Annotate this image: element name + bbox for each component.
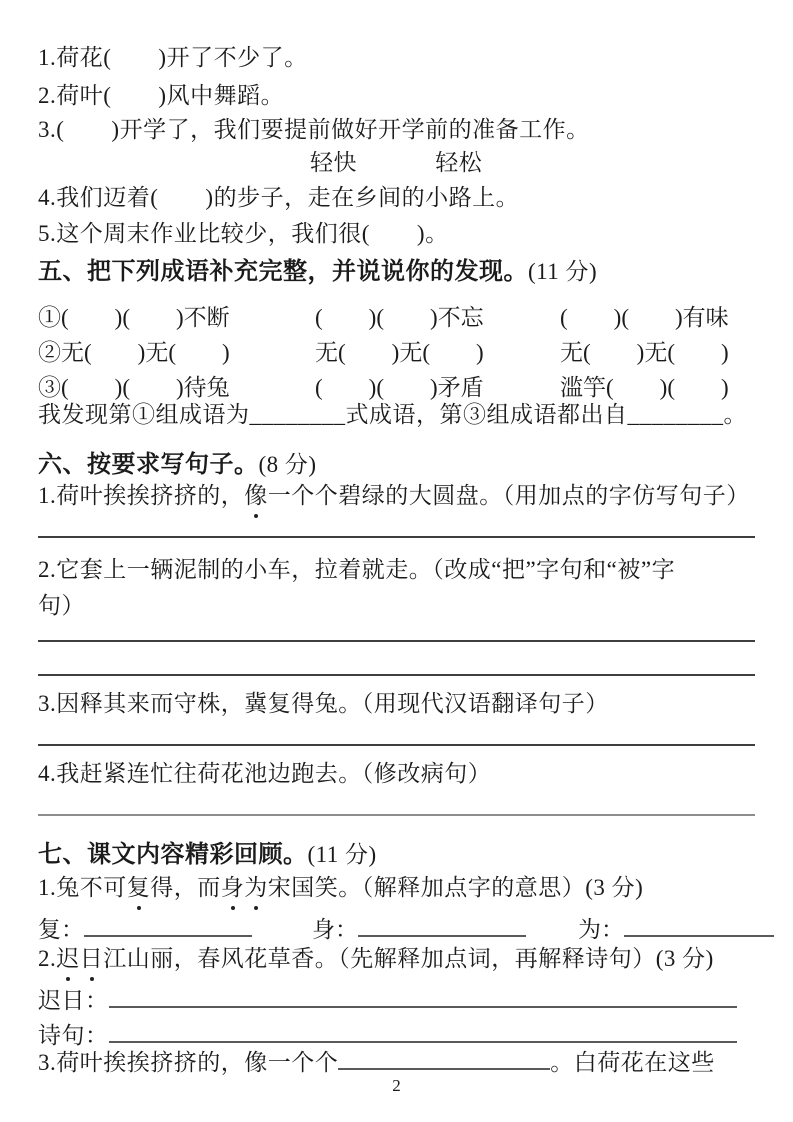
answer-label-group — [312, 911, 526, 944]
idiom-cell: ②无( )无( ) — [38, 340, 230, 365]
idiom-cell: 滥竽( )( ) — [560, 375, 729, 400]
idiom-cell: 无( )无( ) — [315, 340, 484, 365]
answer-blank — [109, 1017, 737, 1043]
recall-q2-answer-row-1 — [38, 982, 737, 1016]
sentence-question-4: 4.我赶紧连忙往荷花池边跑去。（修改病句） — [38, 761, 492, 786]
section-6-score: (8 分) — [258, 452, 317, 477]
section-7-score: (11 分) — [307, 842, 377, 867]
answer-label-group — [578, 911, 774, 944]
question-text: 得，而 — [150, 875, 221, 900]
word-bank-item: 轻快 — [310, 150, 357, 175]
section-5-heading — [38, 257, 597, 287]
answer-line — [38, 744, 755, 746]
idiom-cell: 无( )无( ) — [560, 340, 729, 365]
answer-line — [38, 814, 755, 816]
question-text: 宋国笑。（解释加点字的意思）(3 分) — [267, 875, 644, 900]
emphasized-char: 日 — [80, 945, 104, 974]
emphasized-char: 复 — [127, 874, 151, 903]
question-text: 1.兔不可 — [38, 875, 127, 900]
answer-label: 为： — [578, 917, 624, 943]
sentence-question-2: 2.它套上一辆泥制的小车，拉着就走。（改成“把”字句和“被”字 — [38, 557, 676, 582]
section-6-title: 六、按要求写句子。 — [38, 451, 259, 478]
recall-question-2 — [38, 945, 714, 974]
answer-blank — [358, 911, 526, 937]
idiom-discovery: 我发现第①组成语为________式成语，第③组成语都出自________。 — [38, 402, 747, 427]
answer-label: 诗句： — [38, 1023, 109, 1049]
section-7-title: 七、课文内容精彩回顾。 — [38, 841, 308, 868]
word-bank — [310, 149, 482, 178]
section-7-heading — [38, 840, 377, 870]
answer-blank — [84, 911, 252, 937]
fill-question-3: 3.( )开学了，我们要提前做好开学前的准备工作。 — [38, 117, 590, 142]
answer-label: 复： — [38, 917, 84, 943]
answer-blank — [624, 911, 774, 937]
section-5-score: (11 分) — [528, 259, 598, 284]
idiom-cell: ③( )( )待兔 — [38, 375, 230, 400]
recall-question-3 — [38, 1044, 715, 1078]
idiom-cell: ( )( )不忘 — [315, 305, 484, 330]
idiom-cell: ( )( )矛盾 — [315, 375, 484, 400]
question-text: 江山丽，春风花草香。（先解释加点词，再解释诗句）(3 分) — [103, 946, 714, 971]
answer-label: 身： — [312, 917, 358, 943]
page-number: 2 — [392, 1076, 401, 1095]
fill-question-4: 4.我们迈着( )的步子，走在乡间的小路上。 — [38, 185, 520, 210]
answer-line — [38, 674, 755, 676]
fill-question-1: 1.荷花( )开了不少了。 — [38, 45, 308, 70]
fill-question-5: 5.这个周末作业比较少，我们很( )。 — [38, 221, 449, 246]
question-text: 。白荷花在这些 — [550, 1050, 715, 1076]
word-bank-item: 轻松 — [435, 150, 483, 175]
emphasized-char: 身 — [221, 874, 245, 903]
emphasized-char: 迟 — [56, 945, 80, 974]
fill-question-2: 2.荷叶( )风中舞蹈。 — [38, 83, 285, 108]
answer-blank — [338, 1044, 550, 1070]
section-5-title: 五、把下列成语补充完整，并说说你的发现。 — [38, 258, 528, 285]
answer-blank — [109, 982, 737, 1008]
answer-label: 迟日： — [38, 988, 109, 1014]
emphasized-char: 为 — [244, 874, 268, 903]
sentence-question-1 — [38, 482, 750, 511]
question-text: 2. — [38, 946, 57, 971]
question-text: 一个个碧绿的大圆盘。（用加点的字仿写句子） — [267, 483, 750, 508]
answer-line — [38, 536, 755, 538]
section-6-heading — [38, 450, 317, 480]
answer-label-group — [38, 911, 252, 944]
emphasized-char: 像 — [244, 482, 268, 511]
sentence-question-3: 3.因释其来而守株，冀复得兔。（用现代汉语翻译句子） — [38, 691, 609, 716]
answer-line — [38, 640, 755, 642]
question-text: 3.荷叶挨挨挤挤的，像一个个 — [38, 1050, 339, 1076]
sentence-question-2-wrap: 句） — [38, 593, 85, 618]
idiom-cell: ①( )( )不断 — [38, 305, 230, 330]
question-text: 1.荷叶挨挨挤挤的， — [38, 483, 245, 508]
recall-question-1 — [38, 874, 643, 903]
idiom-cell: ( )( )有味 — [560, 305, 729, 330]
